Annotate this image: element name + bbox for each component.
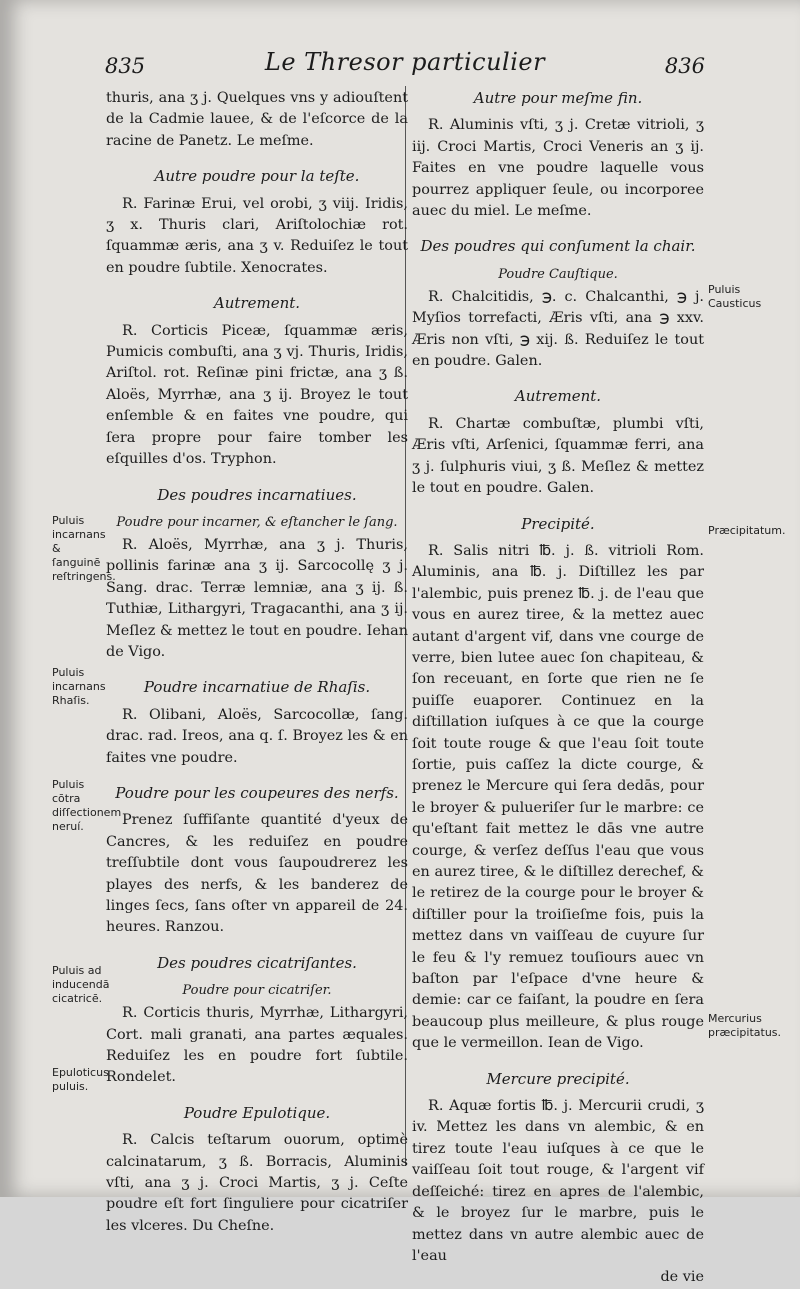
left-column xyxy=(106,88,408,1237)
margin-note: Puluis incarnans & ſanguinē reſtringens. xyxy=(52,514,116,583)
paragraph: R. Olibani, Aloës, Sarcocollæ, ſang. drac. rad. Ireos, ana q. ſ. Broyez les & en faites vne poudre. xyxy=(106,706,408,766)
paragraph: thuris, ana ʒ j. Quelques vns y adiouſtent de la Cadmie lauee, & de l'eſcorce de la racine de Panetz. Le meſme. xyxy=(106,90,408,149)
margin-note: Puluis incarnans Rhaſis. xyxy=(52,666,106,707)
paragraph: R. Corticis Piceæ, ſquammæ æris, Pumicis combuſti, ana ʒ vj. Thuris, Iridis, Ariſtol. rot. Reſinæ pini frictæ, ana ʒ ß. Aloës, Myrrhæ, ana ʒ ij. Broyez le tout enſemble & en faites vne poudre, qui ſera propre pour faire tomber les eſquilles d'os. Tryphon. xyxy=(106,322,408,468)
section-heading: Poudre Epulotique. xyxy=(183,1103,331,1122)
margin-note: Mercurius præcipitatus. xyxy=(708,1012,782,1039)
left-page-number: 835 xyxy=(105,54,146,78)
sub-heading: Poudre pour cicatriſer. xyxy=(182,983,332,999)
section-heading: Poudre pour les coupeures des nerfs. xyxy=(115,783,399,802)
paragraph: R. Corticis thuris, Myrrhæ, Lithargyri, Cort. mali granati, ana partes æquales. Reduiſez les en poudre fort ſubtile. Rondelet. xyxy=(106,1005,408,1086)
section-heading: Autre pour meſme fin. xyxy=(473,89,643,107)
paragraph: Prenez ſuffiſante quantité d'yeux de Cancres, & les reduiſez en poudre treſſubtile dont vous ſaupoudrerez les playes des nerfs, & les banderez de linges ſecs, ſans oſter vn appareil de 24. heures. Ranzou. xyxy=(106,812,408,936)
margin-note: Puluis Causticus xyxy=(708,283,762,310)
paragraph: R. Calcis teſtarum ouorum, optimè calcinatarum, ʒ ß. Borracis, Aluminis vſti, ana ʒ j. Croci Martis, ʒ j. Ceſte poudre eſt fort ſinguliere pour cicatriſer les vlceres. Du Cheſne. xyxy=(106,1132,408,1234)
paragraph: R. Chalcitidis, ℈. c. Chalcanthi, ℈ j. Myſios torrefacti, Æris vſti, ana ℈ xxv. Æris non vſti, ℈ xij. ß. Reduiſez le tout en poudre. Galen. xyxy=(412,288,704,370)
paragraph: R. Salis nitri ℔. j. ß. vitrioli Rom. Aluminis, ana ℔. j. Diſtillez les par l'alembic, puis prenez ℔. j. de l'eau que vous en aurez tiree, & la mettez auec autant d'argent vif, dans vne courge de verre, bien lutee auec ſon chapiteau, & ſon receuant, en ſorte que rien ne ſe puiſſe euaporer. Continuez en la diſtillation iuſques à ce que la courge ſoit toute rouge & que l'eau ſoit toute ſortie, puis caſſez la dicte courge, & prenez le Mercure qui ſera dedās, pour le broyer & pulueriſer ſur le marbre: ce qu'eſtant fait mettez le dās vne autre courge, & verſez deſſus l'eau que vous en aurez tiree, & le diſtillez derechef, & le retirez de la courge pour le broyer & diſtiller pour la troiſieſme fois, puis la mettez dans vn vaiſſeau de cuyure ſur le feu & l'y remuez touſiours auec vn baſton par l'eſpace d'vne heure & demie: car ce faiſant, la poudre en ſera beaucoup plus meilleure, & plus rouge que le vermeillon. Iean de Vigo. xyxy=(412,542,704,1052)
sub-heading: Poudre pour incarner, & eſtancher le ſang. xyxy=(116,514,398,530)
section-heading: Des poudres cicatriſantes. xyxy=(157,953,357,972)
section-heading: Precipité. xyxy=(521,514,595,533)
margin-note: Puluis ad inducendā cicatricē. xyxy=(52,964,110,1005)
right-column xyxy=(412,88,704,1289)
paragraph: R. Chartæ combuſtæ, plumbi vſti, Æris vſti, Arſenici, ſquammæ ferri, ana ʒ j. ſulphuris viui, ʒ ß. Meſlez & mettez le tout en poudre. Galen. xyxy=(412,415,704,497)
margin-note: Præcipitatum. xyxy=(708,524,786,537)
sub-heading: Poudre Cauſtique. xyxy=(498,266,618,282)
paragraph: R. Aloës, Myrrhæ, ana ʒ j. Thuris, pollinis farinæ ana ʒ ij. Sarcocollę ʒ j. Sang. drac. Terræ lemniæ, ana ʒ ij. ß. Tuthiæ, Lithargyri, Tragacanthi, ana ʒ ij. Meſlez & mettez le tout en poudre. Iehan de Vigo. xyxy=(106,536,408,660)
section-heading: Autre poudre pour la teſte. xyxy=(154,167,360,186)
section-heading: Des poudres qui conſument la chair. xyxy=(420,237,696,256)
section-heading: Poudre incarnatiue de Rhaſis. xyxy=(143,678,371,697)
section-heading: Des poudres incarnatiues. xyxy=(157,485,357,504)
paragraph: R. Aluminis vſti, ʒ j. Cretæ vitrioli, ʒ iij. Croci Martis, Croci Veneris an ʒ ij. Faites en vne poudre laquelle vous pourrez appliquer ſeule, ou incorporee auec du miel. Le meſme. xyxy=(412,117,704,220)
section-heading: Mercure precipité. xyxy=(486,1069,630,1088)
section-heading: Autrement. xyxy=(514,387,602,406)
running-title: Le Thresor particulier xyxy=(264,48,546,76)
right-page-number: 836 xyxy=(664,54,705,78)
section-heading: Autrement. xyxy=(213,294,301,313)
margin-note: Puluis cōtra diſſectionem neruí. xyxy=(52,778,122,833)
catchword: de vie xyxy=(660,1269,704,1286)
margin-note: Epuloticus puluis. xyxy=(52,1066,109,1093)
paragraph: R. Farinæ Erui, vel orobi, ʒ viij. Iridis, ʒ x. Thuris clari, Ariſtolochiæ rot. ſquammæ æris, ana ʒ v. Reduiſez le tout en poudre ſubtile. Xenocrates. xyxy=(106,195,408,276)
page-header xyxy=(105,48,705,82)
paragraph: R. Aquæ fortis ℔. j. Mercurii crudi, ʒ iv. Mettez les dans vn alembic, & en tirez toute l'eau iuſques à ce que le vaiſſeau ſoit tout rouge, & l'argent vif deſſeiché: tirez en apres de l'alembic, & le broyez ſur le marbre, puis le mettez dans vn autre alembic auec de l'eau xyxy=(412,1098,704,1264)
